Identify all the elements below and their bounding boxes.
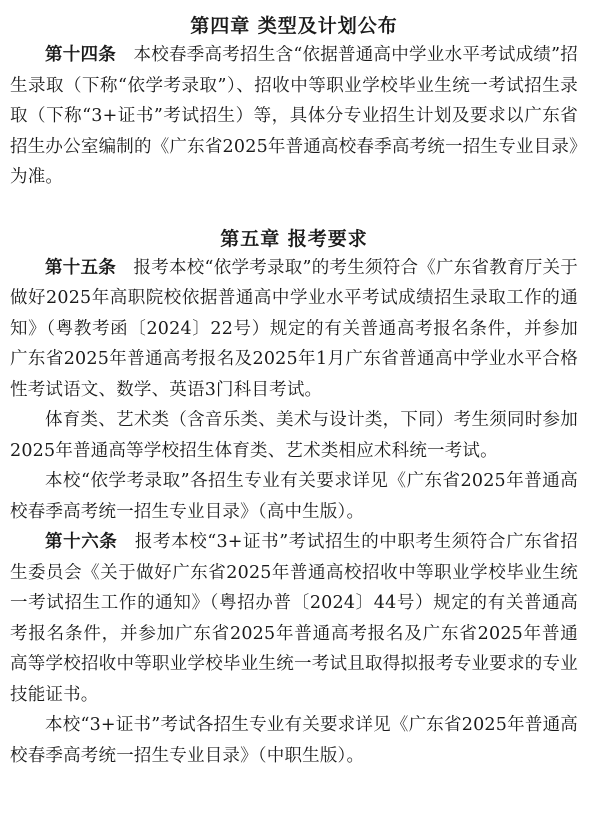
chapter-5-title: 第五章 报考要求	[220, 227, 368, 250]
article-15-paragraph-3: 本校“依学考录取”各招生专业有关要求详见《广东省2025年普通高校春季高考统一招生专业目录》（高中生版）。	[10, 471, 578, 522]
article-15-paragraph	[10, 253, 578, 406]
article-15-paragraph-2: 体育类、艺术类（含音乐类、美术与设计类，下同）考生须同时参加2025年普通高等学校招生体育类、艺术类相应术科统一考试。	[10, 410, 578, 461]
article-14-label: 第十四条	[45, 45, 117, 65]
article-14-paragraph	[10, 40, 578, 193]
article-16-text: 报考本校“3+证书”考试招生的中职考生须符合广东省招生委员会《关于做好广东省2025年普通高校招收中等职业学校毕业生统一考试招生工作的通知》（粤招办普〔2024〕44号）规定的有关普通高考报名条件，并参加广东省2025年普通高考报名及广东省2025年普通高等学校招收中等职业学校毕业生统一考试且取得拟报考专业要求的专业技能证书。	[10, 532, 578, 705]
article-16-label: 第十六条	[45, 532, 118, 552]
article-16-paragraph	[10, 527, 578, 710]
article-15-text: 报考本校“依学考录取”的考生须符合《广东省教育厅关于做好2025年高职院校依据普通高中学业水平考试成绩招生录取工作的通知》（粤教考函〔2024〕22号）规定的有关普通高考报名条件，并参加广东省2025年普通高考报名及2025年1月广东省普通高中学业水平合格性考试语文、数学、英语3门科目考试。	[10, 257, 578, 400]
document-body	[10, 0, 578, 771]
article-14-text: 本校春季高考招生含“依据普通高中学业水平考试成绩”招生录取（下称“依学考录取”）、招收中等职业学校毕业生统一考试招生录取（下称“3+证书”考试招生）等，具体分专业招生计划及要求以广东省招生办公室编制的《广东省2025年普通高校春季高考统一招生专业目录》为准。	[10, 45, 578, 187]
chapter-4-title: 第四章 类型及计划公布	[190, 15, 398, 37]
article-15-label: 第十五条	[45, 257, 117, 278]
article-16-paragraph-2: 本校“3+证书”考试各招生专业有关要求详见《广东省2025年普通高校春季高考统一招生专业目录》（中职生版）。	[10, 715, 578, 766]
